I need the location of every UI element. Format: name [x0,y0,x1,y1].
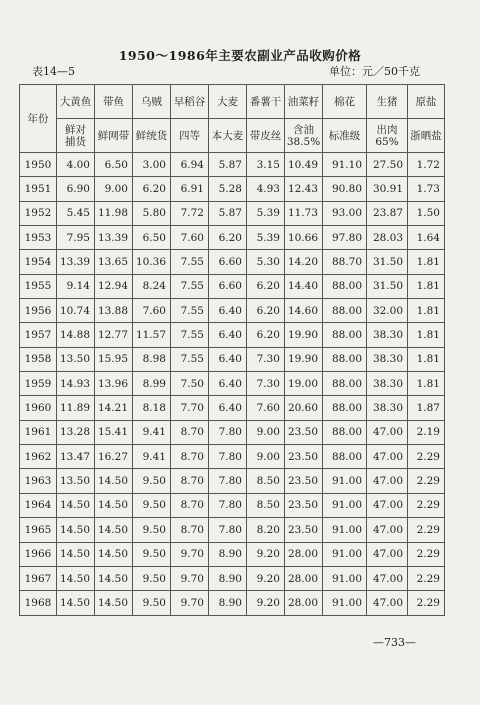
price-cell: 7.72 [171,201,209,225]
price-cell: 9.14 [57,274,95,298]
price-cell: 9.70 [171,591,209,615]
year-cell: 1955 [20,274,57,298]
price-cell: 10.74 [57,299,95,323]
table-row [20,469,445,493]
price-cell: 7.80 [209,493,247,517]
price-cell: 7.50 [171,372,209,396]
price-cell: 19.90 [285,323,323,347]
price-cell: 6.91 [171,177,209,201]
price-cell: 2.29 [408,591,445,615]
price-cell: 9.00 [247,420,285,444]
price-cell: 88.00 [323,420,367,444]
price-cell: 14.50 [57,542,95,566]
price-cell: 12.43 [285,177,323,201]
page-title: 1950～1986年主要农副业产品收购价格 [118,48,362,63]
price-cell: 6.60 [209,250,247,274]
product-grade-header: 鲜统货 [133,119,171,153]
price-cell: 8.99 [133,372,171,396]
price-cell: 31.50 [367,274,408,298]
price-cell: 91.00 [323,518,367,542]
price-cell: 3.15 [247,153,285,177]
year-cell: 1953 [20,226,57,250]
price-cell: 14.50 [95,493,133,517]
price-cell: 9.41 [133,445,171,469]
price-cell: 13.50 [57,469,95,493]
price-cell: 23.50 [285,445,323,469]
price-cell: 14.50 [95,542,133,566]
product-grade-header: 浙晒盐 [408,119,445,153]
product-grade-header: 含油 38.5% [285,119,323,153]
year-cell: 1965 [20,518,57,542]
price-cell: 14.93 [57,372,95,396]
price-cell: 2.29 [408,518,445,542]
product-name-header: 带鱼 [95,85,133,119]
table-row [20,250,445,274]
price-cell: 7.80 [209,469,247,493]
product-name-header: 生猪 [367,85,408,119]
table-row [20,226,445,250]
price-cell: 23.50 [285,469,323,493]
price-cell: 38.30 [367,396,408,420]
price-cell: 2.29 [408,566,445,590]
table-row [20,396,445,420]
price-cell: 90.80 [323,177,367,201]
price-cell: 23.50 [285,420,323,444]
table-row [20,372,445,396]
product-name-header: 原盐 [408,85,445,119]
year-cell: 1967 [20,566,57,590]
price-cell: 7.60 [247,396,285,420]
table-header [20,85,445,153]
price-cell: 32.00 [367,299,408,323]
price-cell: 88.70 [323,250,367,274]
product-grade-header: 鲜网带 [95,119,133,153]
price-cell: 9.00 [247,445,285,469]
price-cell: 6.60 [209,274,247,298]
price-cell: 6.40 [209,323,247,347]
price-cell: 10.66 [285,226,323,250]
price-cell: 7.80 [209,518,247,542]
year-cell: 1951 [20,177,57,201]
year-cell: 1962 [20,445,57,469]
year-cell: 1952 [20,201,57,225]
price-cell: 11.57 [133,323,171,347]
price-cell: 8.70 [171,420,209,444]
price-cell: 28.03 [367,226,408,250]
price-cell: 8.50 [247,469,285,493]
price-cell: 38.30 [367,323,408,347]
table-row [20,153,445,177]
price-cell: 12.94 [95,274,133,298]
price-cell: 12.77 [95,323,133,347]
price-cell: 8.18 [133,396,171,420]
price-cell: 88.00 [323,347,367,371]
unit-label: 单位：元／50千克 [329,65,420,78]
price-cell: 88.00 [323,274,367,298]
price-cell: 7.60 [133,299,171,323]
year-cell: 1963 [20,469,57,493]
price-cell: 4.00 [57,153,95,177]
price-cell: 14.50 [57,566,95,590]
price-cell: 91.10 [323,153,367,177]
price-cell: 93.00 [323,201,367,225]
product-name-header: 棉花 [323,85,367,119]
price-cell: 14.50 [57,493,95,517]
price-cell: 47.00 [367,493,408,517]
price-cell: 6.20 [133,177,171,201]
price-cell: 7.55 [171,274,209,298]
price-cell: 9.20 [247,542,285,566]
table-row [20,177,445,201]
price-cell: 27.50 [367,153,408,177]
product-grade-header: 标准级 [323,119,367,153]
price-cell: 14.50 [95,566,133,590]
year-cell: 1968 [20,591,57,615]
price-cell: 9.50 [133,566,171,590]
price-cell: 23.87 [367,201,408,225]
price-cell: 1.81 [408,372,445,396]
price-cell: 6.20 [247,274,285,298]
price-cell: 14.40 [285,274,323,298]
price-cell: 13.39 [57,250,95,274]
table-row [20,445,445,469]
price-cell: 11.89 [57,396,95,420]
price-cell: 9.00 [95,177,133,201]
year-cell: 1958 [20,347,57,371]
price-cell: 31.50 [367,250,408,274]
price-cell: 30.91 [367,177,408,201]
price-cell: 28.00 [285,566,323,590]
price-cell: 91.00 [323,469,367,493]
price-cell: 20.60 [285,396,323,420]
price-cell: 4.93 [247,177,285,201]
price-cell: 7.55 [171,347,209,371]
price-cell: 7.30 [247,372,285,396]
year-cell: 1964 [20,493,57,517]
price-cell: 5.45 [57,201,95,225]
table-row [20,323,445,347]
price-cell: 9.50 [133,518,171,542]
price-cell: 3.00 [133,153,171,177]
price-cell: 91.00 [323,493,367,517]
price-cell: 47.00 [367,566,408,590]
price-cell: 1.73 [408,177,445,201]
product-grade-row [20,119,445,153]
price-cell: 23.50 [285,493,323,517]
price-cell: 14.50 [95,591,133,615]
price-cell: 6.40 [209,299,247,323]
price-cell: 9.41 [133,420,171,444]
price-cell: 91.00 [323,542,367,566]
price-cell: 5.39 [247,226,285,250]
table-row [20,299,445,323]
year-cell: 1961 [20,420,57,444]
price-cell: 97.80 [323,226,367,250]
price-cell: 88.00 [323,445,367,469]
price-cell: 6.50 [133,226,171,250]
price-cell: 38.30 [367,347,408,371]
price-cell: 6.20 [209,226,247,250]
price-cell: 14.50 [57,591,95,615]
table-row [20,493,445,517]
price-cell: 14.50 [57,518,95,542]
product-name-header: 番薯干 [247,85,285,119]
product-name-header: 乌贼 [133,85,171,119]
price-cell: 11.98 [95,201,133,225]
product-grade-header: 本大麦 [209,119,247,153]
price-cell: 38.30 [367,372,408,396]
price-cell: 8.70 [171,493,209,517]
price-cell: 14.50 [95,469,133,493]
price-table [19,84,445,616]
table-body [20,153,445,616]
price-cell: 6.20 [247,323,285,347]
product-name-header: 油菜籽 [285,85,323,119]
price-cell: 14.60 [285,299,323,323]
price-cell: 7.55 [171,250,209,274]
price-cell: 6.40 [209,372,247,396]
price-cell: 8.20 [247,518,285,542]
price-cell: 7.95 [57,226,95,250]
price-cell: 13.96 [95,372,133,396]
price-cell: 7.80 [209,445,247,469]
product-name-header: 大黄鱼 [57,85,95,119]
price-cell: 6.20 [247,299,285,323]
price-cell: 88.00 [323,323,367,347]
price-cell: 14.88 [57,323,95,347]
year-cell: 1966 [20,542,57,566]
price-cell: 7.55 [171,299,209,323]
price-cell: 9.20 [247,591,285,615]
price-cell: 13.47 [57,445,95,469]
price-cell: 7.55 [171,323,209,347]
price-cell: 91.00 [323,566,367,590]
price-cell: 6.40 [209,396,247,420]
product-grade-header: 出肉 65% [367,119,408,153]
price-cell: 2.29 [408,493,445,517]
year-cell: 1960 [20,396,57,420]
table-row [20,542,445,566]
price-cell: 16.27 [95,445,133,469]
price-cell: 7.80 [209,420,247,444]
table-row [20,518,445,542]
price-cell: 1.81 [408,250,445,274]
price-cell: 8.90 [209,591,247,615]
price-cell: 6.90 [57,177,95,201]
price-cell: 9.20 [247,566,285,590]
price-cell: 47.00 [367,420,408,444]
price-cell: 1.64 [408,226,445,250]
price-cell: 23.50 [285,518,323,542]
price-cell: 47.00 [367,469,408,493]
price-cell: 2.29 [408,469,445,493]
page-number: —733— [373,636,416,649]
price-cell: 13.39 [95,226,133,250]
price-cell: 5.39 [247,201,285,225]
year-cell: 1954 [20,250,57,274]
product-grade-header: 鲜对 捕货 [57,119,95,153]
table-row [20,591,445,615]
price-cell: 1.81 [408,347,445,371]
price-cell: 47.00 [367,591,408,615]
price-cell: 91.00 [323,591,367,615]
price-cell: 5.87 [209,201,247,225]
price-cell: 5.87 [209,153,247,177]
price-cell: 13.28 [57,420,95,444]
price-cell: 47.00 [367,518,408,542]
price-cell: 13.50 [57,347,95,371]
table-row [20,420,445,444]
price-cell: 2.29 [408,542,445,566]
price-cell: 7.30 [247,347,285,371]
price-cell: 8.70 [171,469,209,493]
table-id: 表14—5 [32,65,75,78]
price-cell: 9.50 [133,469,171,493]
price-cell: 19.90 [285,347,323,371]
price-cell: 2.19 [408,420,445,444]
price-cell: 6.94 [171,153,209,177]
price-cell: 15.41 [95,420,133,444]
price-cell: 47.00 [367,542,408,566]
product-grade-header: 四等 [171,119,209,153]
table-row [20,566,445,590]
price-cell: 14.21 [95,396,133,420]
price-cell: 13.88 [95,299,133,323]
price-cell: 5.28 [209,177,247,201]
year-cell: 1950 [20,153,57,177]
price-cell: 10.36 [133,250,171,274]
year-cell: 1957 [20,323,57,347]
price-cell: 15.95 [95,347,133,371]
year-cell: 1956 [20,299,57,323]
price-cell: 8.24 [133,274,171,298]
price-cell: 88.00 [323,299,367,323]
price-cell: 2.29 [408,445,445,469]
price-cell: 6.40 [209,347,247,371]
price-cell: 9.70 [171,566,209,590]
price-cell: 1.72 [408,153,445,177]
price-cell: 13.65 [95,250,133,274]
price-cell: 88.00 [323,372,367,396]
product-name-header: 早稻谷 [171,85,209,119]
table-row [20,201,445,225]
price-cell: 14.50 [95,518,133,542]
price-cell: 1.81 [408,274,445,298]
price-cell: 47.00 [367,445,408,469]
price-cell: 8.98 [133,347,171,371]
price-cell: 8.70 [171,518,209,542]
price-cell: 8.90 [209,542,247,566]
price-cell: 28.00 [285,542,323,566]
price-cell: 9.50 [133,493,171,517]
price-cell: 9.50 [133,591,171,615]
price-cell: 6.50 [95,153,133,177]
product-grade-header: 带皮丝 [247,119,285,153]
table-row [20,274,445,298]
price-cell: 1.81 [408,299,445,323]
price-cell: 9.70 [171,542,209,566]
price-cell: 8.70 [171,445,209,469]
price-cell: 1.50 [408,201,445,225]
price-cell: 9.50 [133,542,171,566]
price-cell: 10.49 [285,153,323,177]
table-row [20,347,445,371]
product-name-header: 大麦 [209,85,247,119]
year-cell: 1959 [20,372,57,396]
price-cell: 19.00 [285,372,323,396]
price-cell: 8.90 [209,566,247,590]
price-cell: 11.73 [285,201,323,225]
price-cell: 8.50 [247,493,285,517]
price-cell: 14.20 [285,250,323,274]
price-cell: 7.60 [171,226,209,250]
price-cell: 88.00 [323,396,367,420]
price-cell: 28.00 [285,591,323,615]
price-cell: 5.30 [247,250,285,274]
price-cell: 1.87 [408,396,445,420]
price-cell: 7.70 [171,396,209,420]
year-header: 年份 [20,85,57,153]
price-cell: 5.80 [133,201,171,225]
product-name-row [20,85,445,119]
price-cell: 1.81 [408,323,445,347]
